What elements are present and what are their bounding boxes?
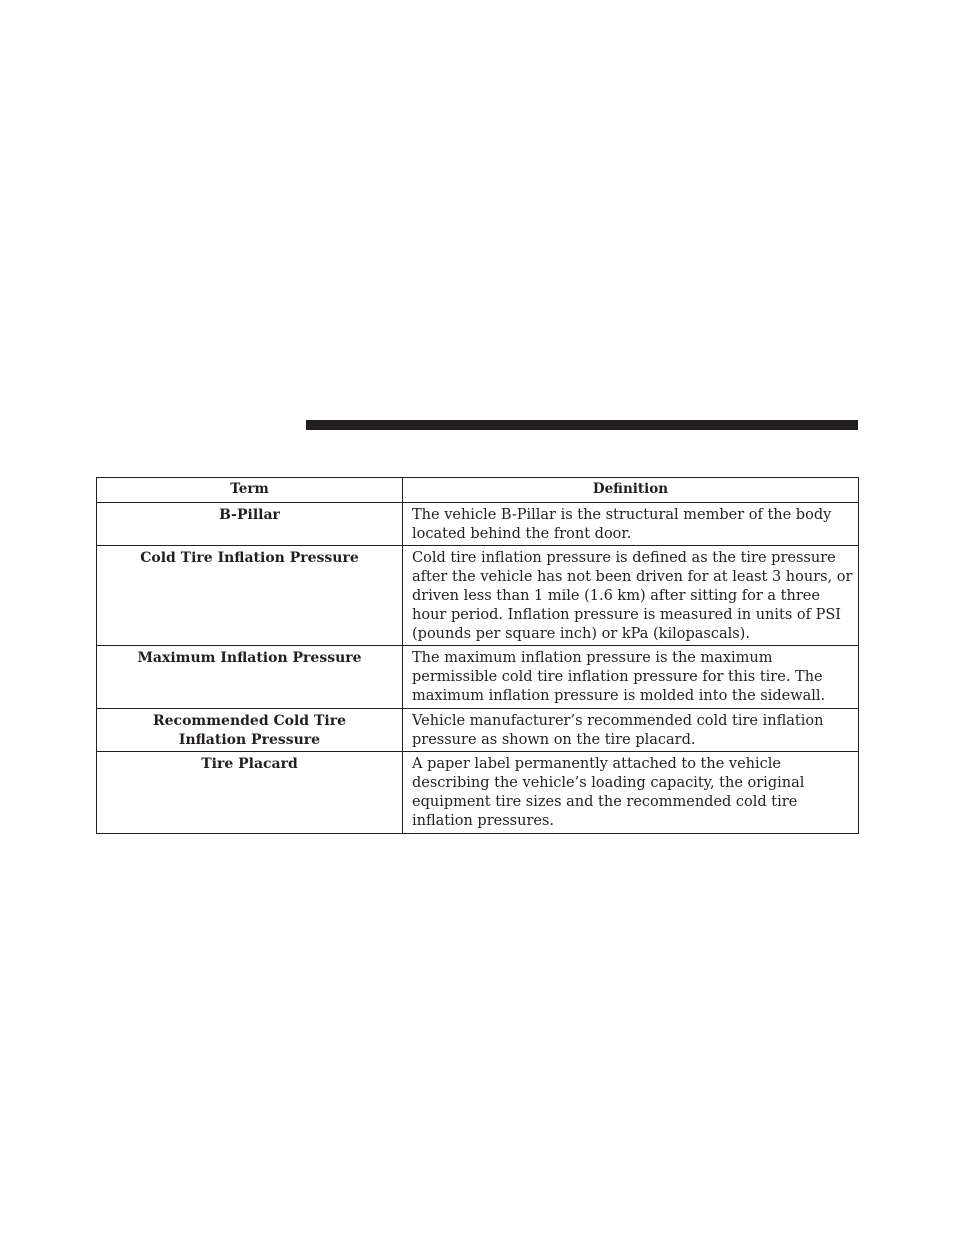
definition-cell: The vehicle B-Pillar is the structural member of the body located behind the front door. [403, 502, 859, 546]
term-cell: B-Pillar [97, 502, 403, 546]
section-header-rule [306, 420, 858, 430]
table-row [97, 546, 859, 646]
table-row [97, 646, 859, 708]
term-cell: Maximum Inflation Pressure [97, 646, 403, 708]
term-cell: Recommended Cold Tire Inflation Pressure [97, 708, 403, 752]
definition-cell: The maximum inflation pressure is the maximum permissible cold tire inflation pressure for this tire. The maximum inflation pressure is molded into the sidewall. [403, 646, 859, 708]
table-row [97, 502, 859, 546]
definition-cell: Cold tire inflation pressure is defined as the tire pressure after the vehicle has not been driven for at least 3 hours, or driven less than 1 mile (1.6 km) after sitting for a three hour period. Inflation pressure is measured in units of PSI (pounds per square inch) or kPa (kilopascals). [403, 546, 859, 646]
definition-cell: Vehicle manufacturer’s recommended cold tire inflation pressure as shown on the tire placard. [403, 708, 859, 752]
column-header-definition: Definition [403, 478, 859, 503]
term-cell: Cold Tire Inflation Pressure [97, 546, 403, 646]
table-row [97, 752, 859, 833]
tire-terms-table [96, 477, 859, 834]
table-header-row [97, 478, 859, 503]
definition-cell: A paper label permanently attached to the vehicle describing the vehicle’s loading capacity, the original equipment tire sizes and the recommended cold tire inflation pressures. [403, 752, 859, 833]
term-cell: Tire Placard [97, 752, 403, 833]
table-row [97, 708, 859, 752]
column-header-term: Term [97, 478, 403, 503]
